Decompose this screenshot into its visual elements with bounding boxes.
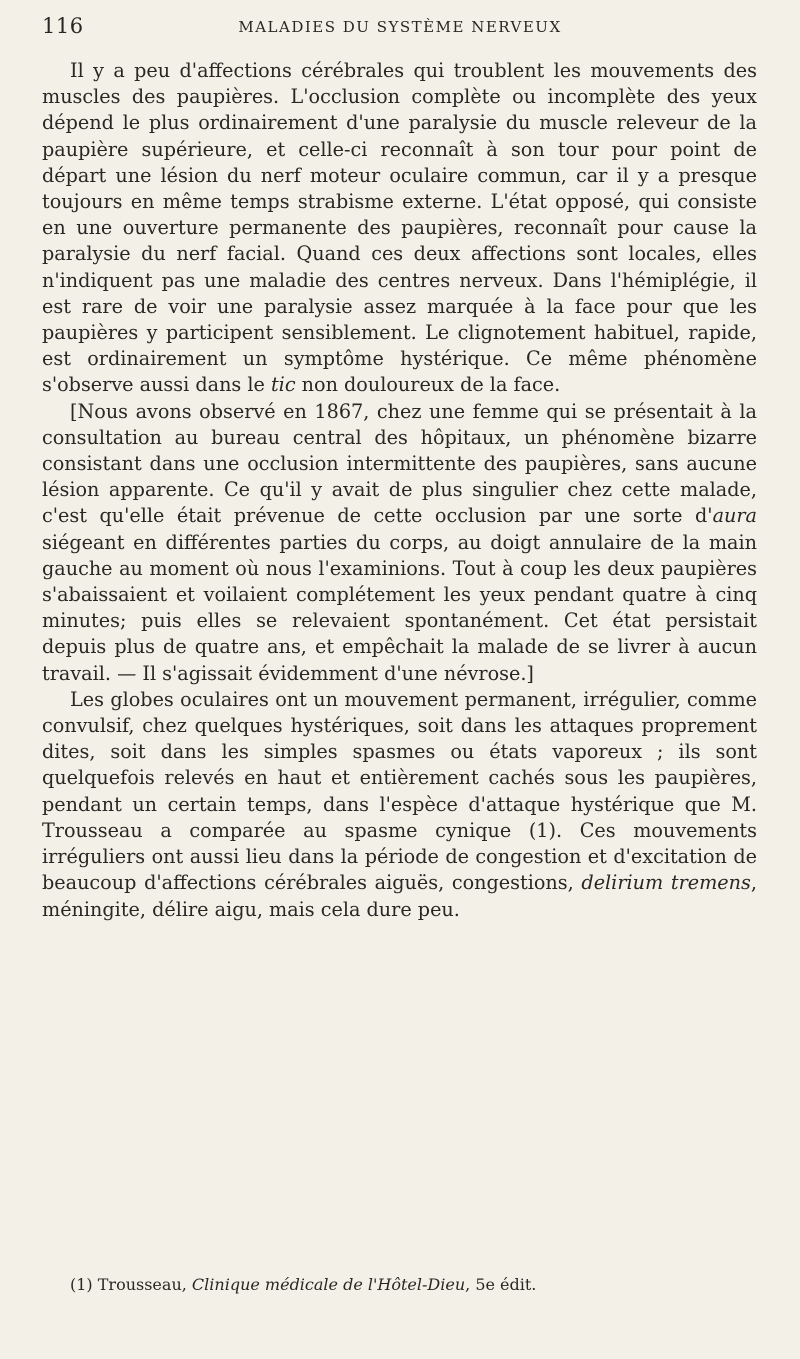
page-number: 116 xyxy=(42,14,84,38)
footnote-title: Clinique médicale de l'Hôtel-Dieu xyxy=(191,1275,466,1294)
footnote-text: (1) Trousseau, xyxy=(70,1275,192,1294)
text-run: [Nous avons observé en 1867, chez une femme qui se présentait à la consultation au bureau central des hôpitaux, un phénomène bizarre consistant dans une occlusion intermittente des paupières, sans aucune lésion apparente. Ce qu'il y avait de plus singulier chez cette malade, c'est qu'elle était prévenue de cette occlusion par une sorte d' xyxy=(42,399,757,528)
text-run: Les globes oculaires ont un mouvement permanent, irrégulier, comme convulsif, chez quelques hystériques, soit dans les attaques proprement dites, soit dans les simples spasmes ou états vaporeux ; ils sont quelquefois relevés en haut et entièrement cachés sous les paupières, pendant un certain temps, dans l'espèce d'attaque hystérique que M. Trousseau a comparée au spasme cynique (1). Ces mouvements irréguliers ont aussi lieu dans la période de congestion et d'excitation de beaucoup d'affections cérébrales aiguës, congestions, xyxy=(42,687,757,895)
footnote xyxy=(70,1275,750,1295)
italic-term: tic xyxy=(270,373,296,397)
running-head: MALADIES DU SYSTÈME NERVEUX xyxy=(238,18,562,36)
page-header xyxy=(42,14,758,44)
text-run: , méningite, délire aigu, mais cela dure peu. xyxy=(42,871,757,921)
text-run: non douloureux de la face. xyxy=(295,373,561,397)
body-text xyxy=(42,58,757,923)
paragraph xyxy=(42,687,757,923)
italic-term: delirium tremens xyxy=(581,871,751,895)
italic-term: aura xyxy=(712,504,757,528)
footnote-edition: , 5e édit. xyxy=(465,1275,537,1294)
text-run: siégeant en différentes parties du corps, au doigt annulaire de la main gauche au moment où nous l'examinions. Tout à coup les deux paupières s'abaissaient et voilaient complétement les yeux pendant quatre à cinq minutes; puis elles se relevaient spontanément. Cet état persistait depuis plus de quatre ans, et empêchait la malade de se livrer à aucun travail. — Il s'agissait évidemment d'une névrose.] xyxy=(42,530,757,685)
paragraph xyxy=(42,399,757,687)
text-run: Il y a peu d'affections cérébrales qui troublent les mouvements des muscles des paupières. L'occlusion complète ou incomplète des yeux dépend le plus ordinairement d'une paralysie du muscle releveur de la paupière supérieure, et celle-ci reconnaît à son tour pour point de départ une lésion du nerf moteur oculaire commun, car il y a presque toujours en même temps strabisme externe. L'état opposé, qui consiste en une ouverture permanente des paupières, reconnaît pour cause la paralysie du nerf facial. Quand ces deux affections sont locales, elles n'indiquent pas une maladie des centres nerveux. Dans l'hémiplégie, il est rare de voir une paralysie assez marquée à la face pour que les paupières y participent sensiblement. Le clignotement habituel, rapide, est ordinairement un symptôme hystérique. Ce même phénomène s'observe aussi dans le xyxy=(42,59,757,397)
paragraph xyxy=(42,58,757,399)
